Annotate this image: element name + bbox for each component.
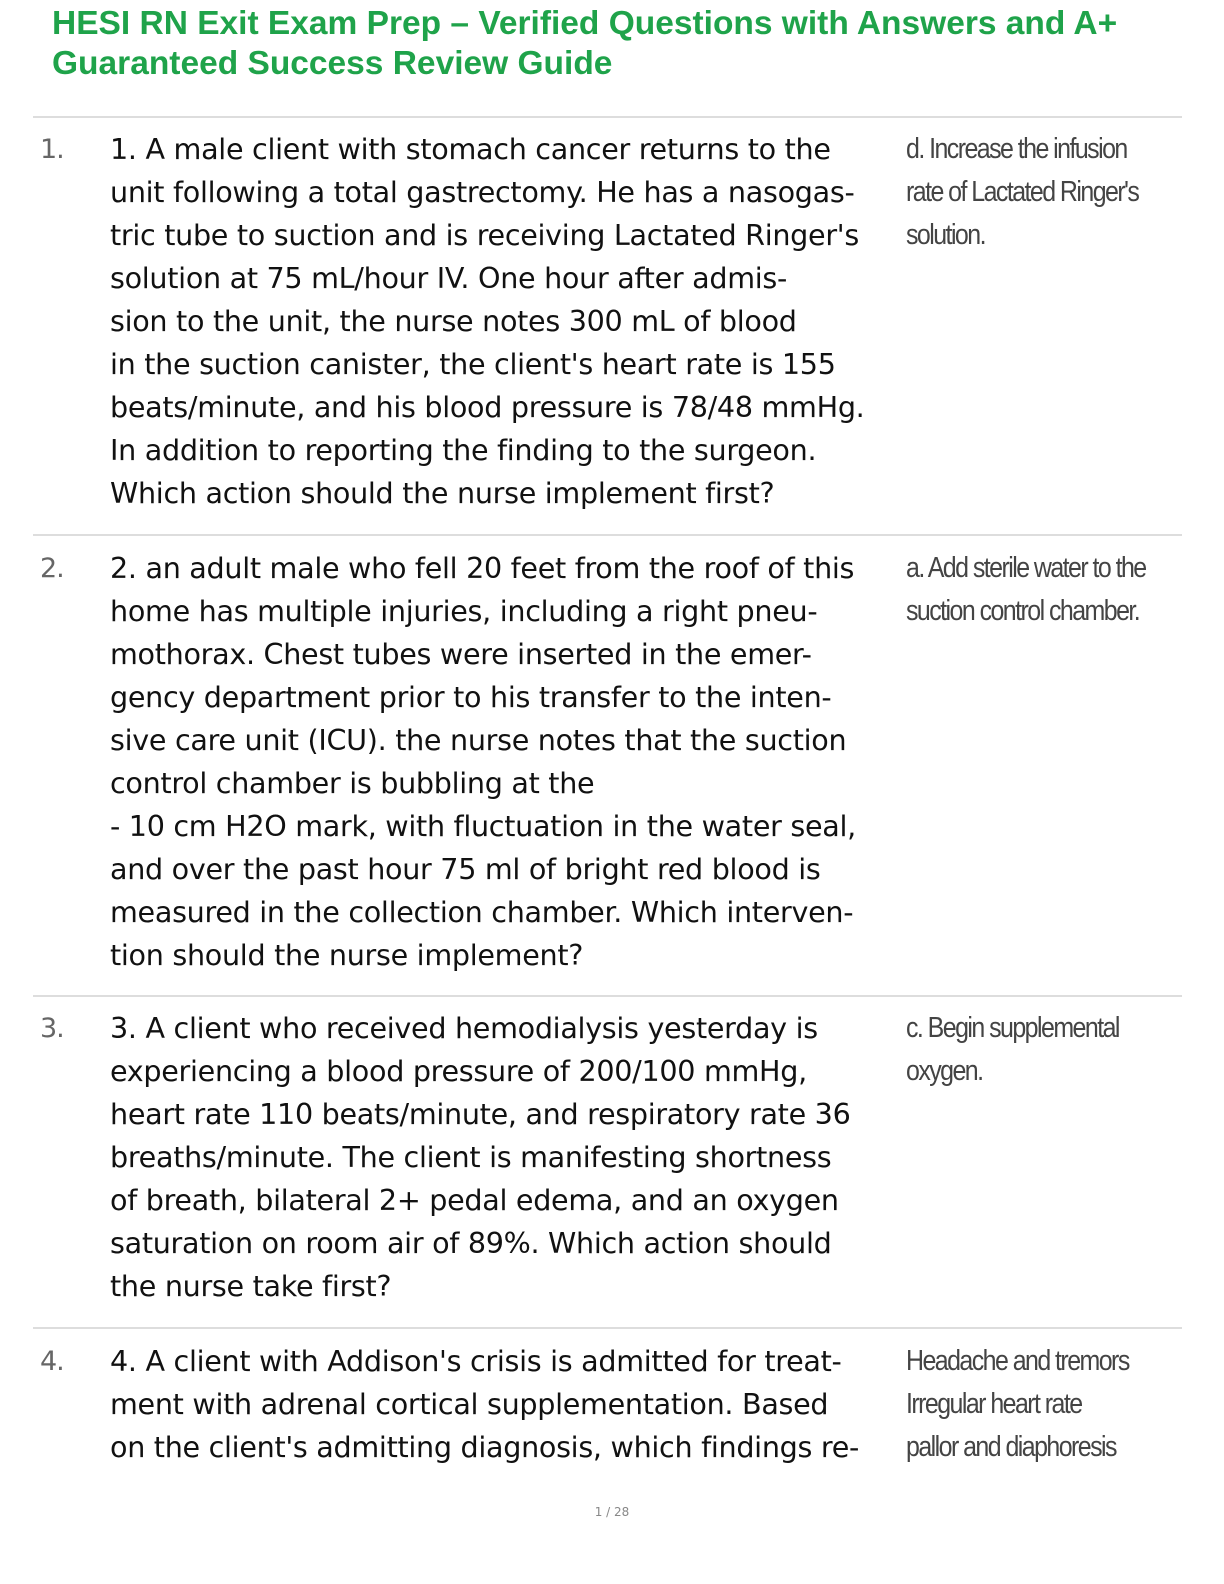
question-line: the nurse take first?	[110, 1269, 392, 1303]
answer-text	[906, 1340, 1164, 1469]
question-line: sive care unit (ICU). the nurse notes that the suction	[110, 723, 847, 757]
answer-line: solution.	[906, 219, 985, 251]
question-line: mothorax. Chest tubes were inserted in the emer-	[110, 637, 812, 671]
question-text	[110, 1007, 900, 1308]
question-line: experiencing a blood pressure of 200/100 mmHg,	[110, 1054, 807, 1088]
item-number: 1.	[40, 134, 64, 165]
answer-text	[906, 547, 1164, 633]
question-text	[110, 1340, 900, 1469]
page-number: 1 / 28	[594, 1505, 630, 1519]
question-line: unit following a total gastrectomy. He has a nasogas-	[110, 175, 855, 209]
question-text	[110, 128, 900, 515]
question-line: home has multiple injuries, including a right pneu-	[110, 594, 818, 628]
answer-line: rate of Lactated Ringer's	[906, 176, 1139, 208]
question-line: in the suction canister, the client's heart rate is 155	[110, 347, 836, 381]
answer-line: c. Begin supplemental	[906, 1012, 1119, 1044]
document-title-line-2: Guaranteed Success Review Guide	[52, 45, 613, 82]
answer-line: d. Increase the infusion	[906, 133, 1127, 165]
question-line: 3. A client who received hemodialysis yesterday is	[110, 1011, 818, 1045]
divider	[33, 995, 1182, 997]
question-line: control chamber is bubbling at the	[110, 766, 595, 800]
question-line: In addition to reporting the finding to the surgeon.	[110, 433, 817, 467]
question-line: heart rate 110 beats/minute, and respiratory rate 36	[110, 1097, 851, 1131]
divider	[33, 116, 1182, 118]
question-line: and over the past hour 75 ml of bright red blood is	[110, 852, 821, 886]
question-line: Which action should the nurse implement first?	[110, 476, 775, 510]
item-number: 2.	[40, 553, 64, 584]
question-line: tric tube to suction and is receiving Lactated Ringer's	[110, 218, 859, 252]
answer-line: Irregular heart rate	[906, 1388, 1082, 1420]
question-line: solution at 75 mL/hour IV. One hour after admis-	[110, 261, 788, 295]
answer-text	[906, 1007, 1164, 1093]
divider	[33, 1327, 1182, 1329]
answer-line: suction control chamber.	[906, 595, 1140, 627]
answer-line: Headache and tremors	[906, 1345, 1129, 1377]
question-line: ment with adrenal cortical supplementation. Based	[110, 1387, 829, 1421]
item-number: 4.	[40, 1346, 64, 1377]
divider	[33, 534, 1182, 536]
answer-line: pallor and diaphoresis	[906, 1431, 1116, 1463]
question-line: 4. A client with Addison's crisis is admitted for treat-	[110, 1344, 842, 1378]
answer-text	[906, 128, 1164, 257]
question-line: sion to the unit, the nurse notes 300 mL of blood	[110, 304, 797, 338]
question-line: of breath, bilateral 2+ pedal edema, and an oxygen	[110, 1183, 839, 1217]
question-line: 2. an adult male who fell 20 feet from the roof of this	[110, 551, 855, 585]
document-title	[52, 4, 1202, 84]
question-line: measured in the collection chamber. Which interven-	[110, 895, 854, 929]
question-line: saturation on room air of 89%. Which action should	[110, 1226, 832, 1260]
question-line: - 10 cm H2O mark, with fluctuation in the water seal,	[110, 809, 856, 843]
document-title-line-1: HESI RN Exit Exam Prep – Verified Questions with Answers and A+	[52, 5, 1118, 42]
answer-line: a. Add sterile water to the	[906, 552, 1146, 584]
question-line: gency department prior to his transfer to the inten-	[110, 680, 832, 714]
answer-line: oxygen.	[906, 1055, 983, 1087]
question-line: 1. A male client with stomach cancer returns to the	[110, 132, 831, 166]
question-line: breaths/minute. The client is manifesting shortness	[110, 1140, 832, 1174]
question-line: on the client's admitting diagnosis, which findings re-	[110, 1430, 860, 1464]
question-line: tion should the nurse implement?	[110, 938, 584, 972]
question-text	[110, 547, 900, 977]
item-number: 3.	[40, 1013, 64, 1044]
question-line: beats/minute, and his blood pressure is 78/48 mmHg.	[110, 390, 865, 424]
